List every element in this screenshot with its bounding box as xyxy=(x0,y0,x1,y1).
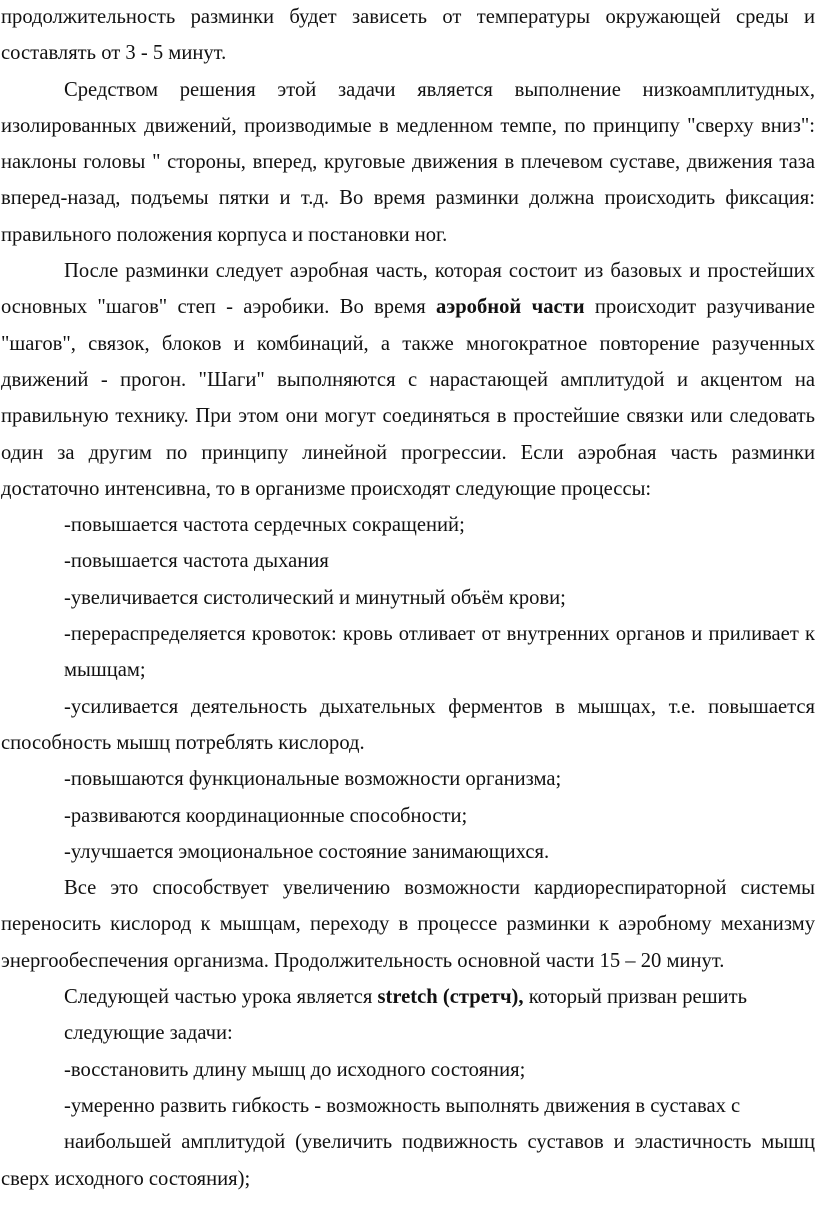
list-item-blood-volume: -увеличивается систолический и минутный объём крови; xyxy=(64,586,566,609)
stretch-text-start: Следующей частью урока является xyxy=(64,986,378,1009)
paragraph-warmup-means: Средством решения этой задачи является выполнение низкоамплитудных, изолированных движений, производимые в медленном темпе, по принципу "сверху вниз": наклоны головы " стороны, вперед, круговые движения в плечевом суставе, движения таза вперед-назад, подъемы пятки и т.д. Во время разминки должна происходить фиксация: правильного положения корпуса и постановки ног. xyxy=(1,78,815,246)
list-item-coordination: -развиваются координационные способности; xyxy=(64,804,468,827)
task-develop-flexibility: -умеренно развить гибкость - возможность выполнять движения в суставах с xyxy=(64,1094,741,1117)
list-item-emotional-state: -улучшается эмоциональное состояние занимающихся. xyxy=(64,840,550,863)
list-item-enzymes: -усиливается деятельность дыхательных ферментов в мышцах, т.е. повышается способность мышц потреблять кислород. xyxy=(1,695,815,754)
paragraph-warmup-duration: продолжительность разминки будет зависеть от температуры окружающей среды и составлять от 3 - 5 минут. xyxy=(1,6,815,65)
task-restore-muscle-length: -восстановить длину мышц до исходного состояния; xyxy=(64,1058,526,1081)
list-item-breathing-rate: -повышается частота дыхания xyxy=(64,550,329,573)
paragraph-aerobic-part xyxy=(1,253,815,507)
paragraph-stretch-intro xyxy=(1,979,815,1015)
stretch-text-end: который призван решить xyxy=(523,986,747,1009)
list-item-functional-capacity: -повышаются функциональные возможности организма; xyxy=(64,768,562,791)
aerobic-text-end: происходит разучивание "шагов", связок, блоков и комбинаций, а также многократное повторение разученных движений - прогон. "Шаги" выполняются с нарастающей амплитудой и акцентом на правильную технику. При этом они могут соединяться в простейшие связки или следовать один за другим по принципу линейной прогрессии. Если аэробная часть разминки достаточно интенсивна, то в организме происходят следующие процессы: xyxy=(1,296,816,500)
paragraph-tasks-heading: следующие задачи: xyxy=(64,1022,233,1045)
document-body xyxy=(1,0,815,1197)
aerobic-text-start: После разминки следует аэробная часть, которая состоит из базовых и простейших основных "шагов" степ - аэробики. Во время xyxy=(1,260,815,319)
task-max-amplitude: наибольшей амплитудой (увеличить подвижность суставов и эластичность мышц сверх исходного состояния); xyxy=(1,1131,815,1190)
stretch-bold: stretch (стретч), xyxy=(377,986,524,1009)
list-item-heart-rate: -повышается частота сердечных сокращений; xyxy=(64,514,465,537)
paragraph-cardio-summary: Все это способствует увеличению возможности кардиореспираторной системы переносить кислород к мышцам, переходу в процессе разминки к аэробному механизму энергообеспечения организма. Продолжительность основной части 15 – 20 минут. xyxy=(1,877,815,972)
aerobic-part-bold: аэробной части xyxy=(436,296,585,319)
list-item-blood-flow: -перераспределяется кровоток: кровь отливает от внутренних органов и приливает к мышцам; xyxy=(64,623,815,682)
